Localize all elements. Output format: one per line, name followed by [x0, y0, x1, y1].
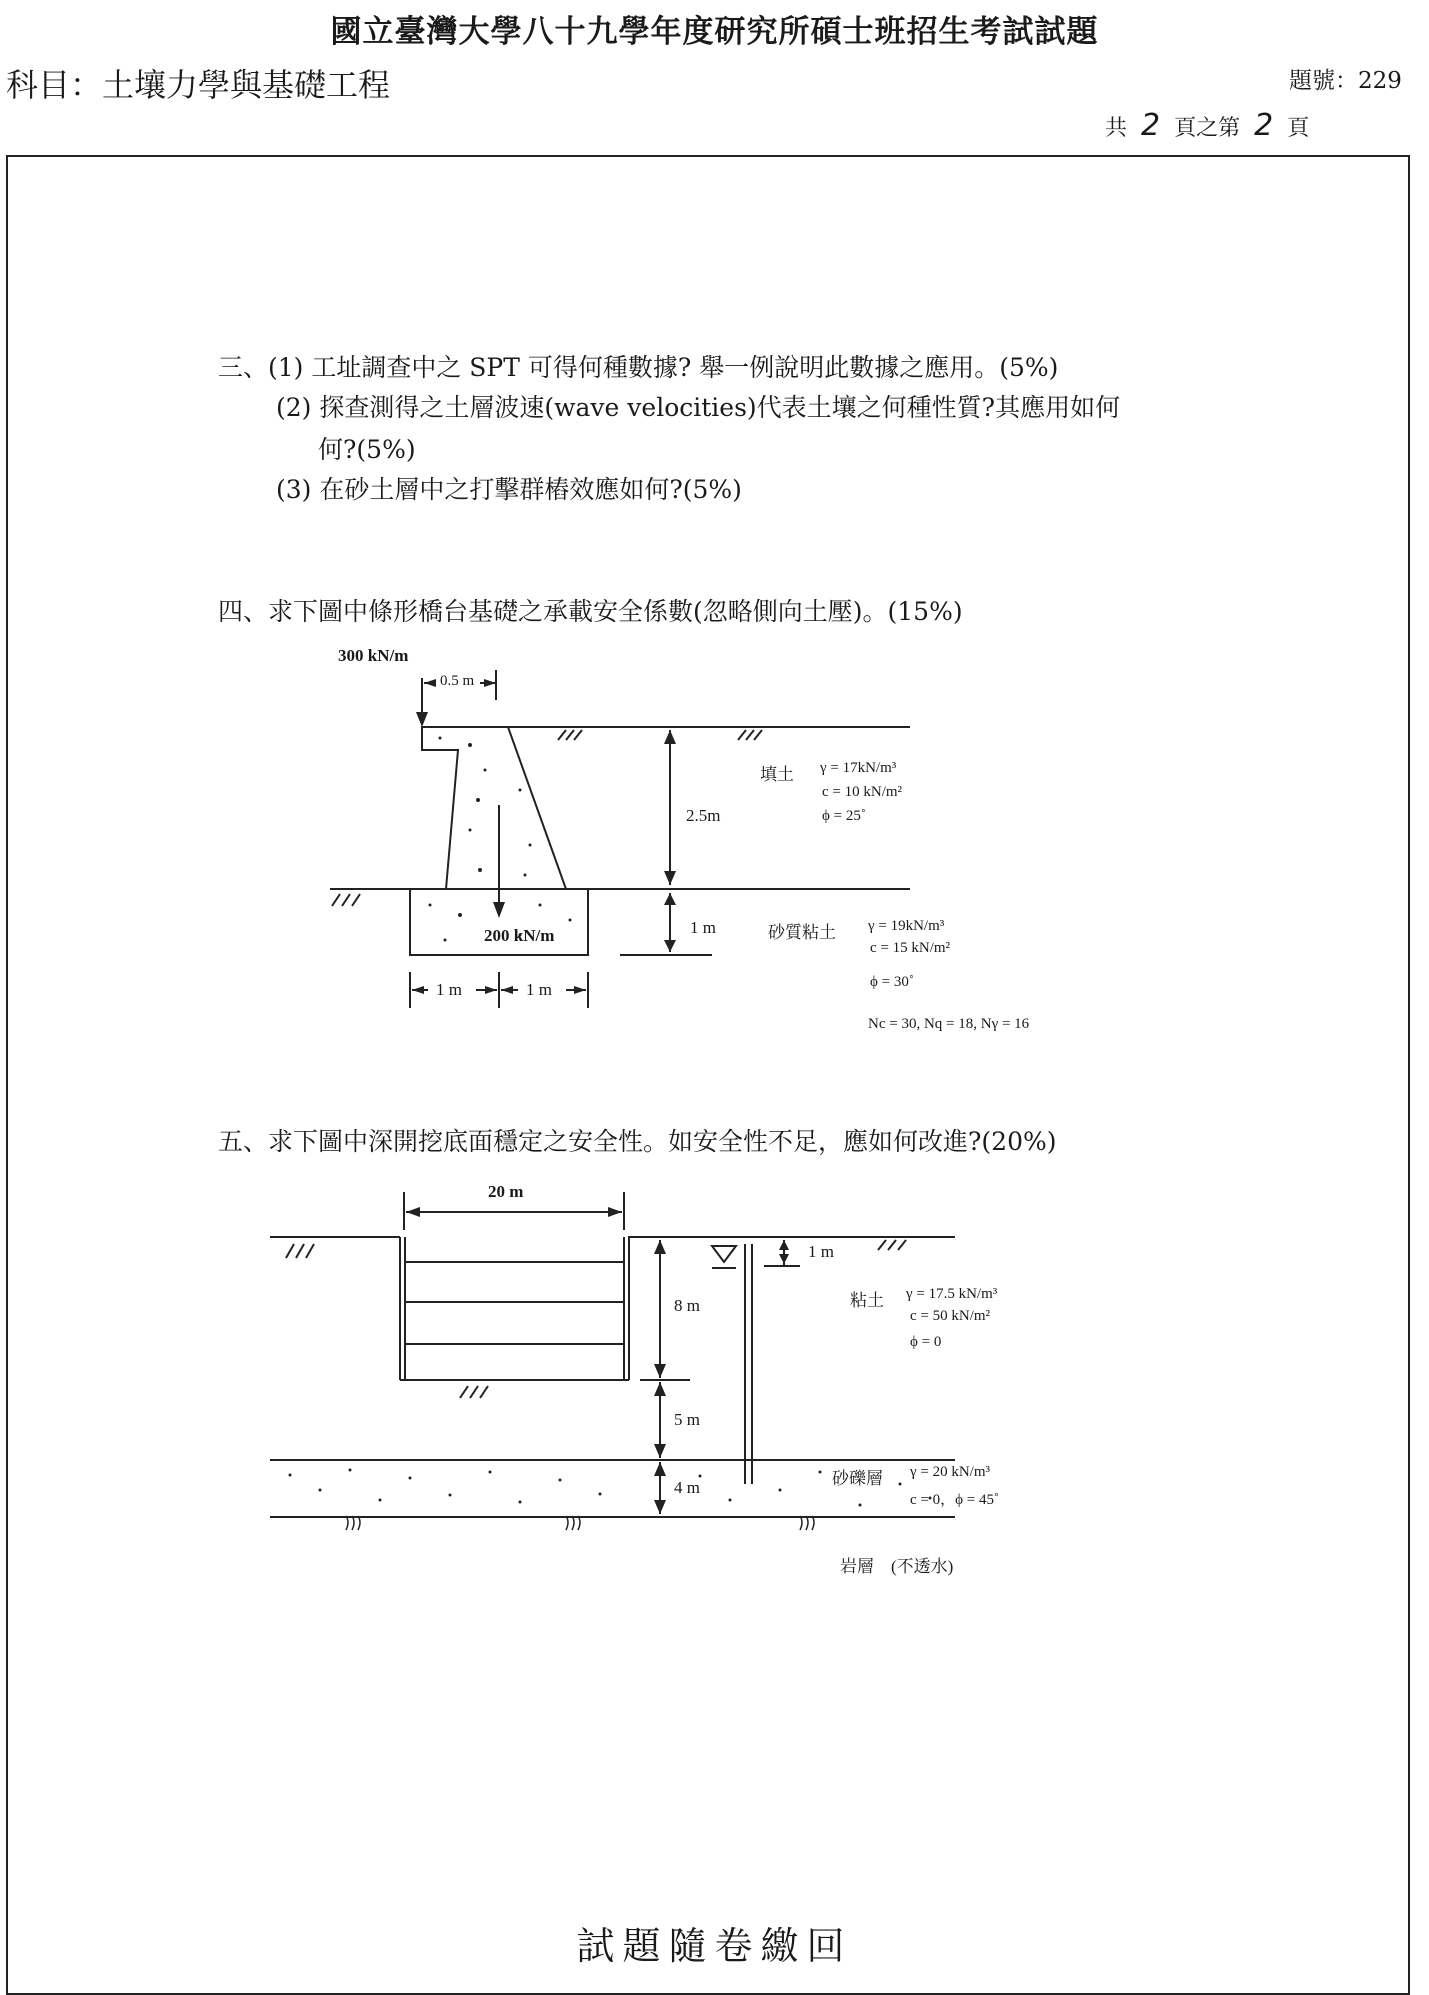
- width-right-label: 1 m: [526, 980, 552, 999]
- base-hatch: [460, 1386, 488, 1398]
- below-depth-label: 5 m: [674, 1410, 700, 1429]
- q5-text: 五、求下圖中深開挖底面穩定之安全性。如安全性不足，應如何改進?(20%): [218, 1127, 1057, 1156]
- page-middle: 頁之第: [1174, 116, 1241, 141]
- excavation-depth-label: 8 m: [674, 1296, 700, 1315]
- page-current: 2: [1254, 108, 1274, 143]
- gravel-c-phi: c = 0，ϕ = 45˚: [910, 1492, 999, 1508]
- gravel-name: 砂礫層: [832, 1469, 883, 1488]
- clay-gamma: γ = 17.5 kN/m³: [906, 1286, 998, 1302]
- fill-phi: ϕ = 25˚: [822, 808, 866, 824]
- excavation-width-label: 20 m: [488, 1182, 524, 1201]
- water-depth-label: 1 m: [808, 1242, 834, 1261]
- rock-label: 岩層 (不透水): [840, 1557, 954, 1576]
- page-suffix: 頁: [1287, 116, 1310, 141]
- question-number: 題號：229: [1289, 68, 1402, 94]
- rock-symbols: [346, 1516, 814, 1530]
- exam-title: 國立臺灣大學八十九學年度研究所碩士班招生考試試題: [330, 14, 1099, 50]
- sandy-clay-gamma: γ = 19kN/m³: [868, 918, 945, 934]
- sandy-clay-name: 砂質粘土: [768, 923, 836, 942]
- page-prefix: 共: [1105, 116, 1128, 141]
- fill-gamma: γ = 17kN/m³: [820, 760, 897, 776]
- fill-name: 填土: [760, 765, 794, 784]
- sandy-clay-c: c = 15 kN/m²: [870, 940, 951, 956]
- clay-phi: ϕ = 0: [910, 1334, 942, 1350]
- footer-note: 試題隨卷繳回: [576, 1924, 853, 1968]
- q4-text: 四、求下圖中條形橋台基礎之承載安全係數(忽略側向土壓)。(15%): [218, 597, 963, 626]
- q3-line-4: (3) 在砂土層中之打擊群樁效應如何?(5%): [276, 475, 742, 504]
- bearing-factors: Nc = 30, Nq = 18, Nγ = 16: [868, 1016, 1030, 1032]
- q3-line-2: (2) 探查測得之土層波速(wave velocities)代表土壤之何種性質?其應用如何: [276, 393, 1121, 422]
- offset-label: 0.5 m: [440, 673, 475, 689]
- clay-c: c = 50 kN/m²: [910, 1308, 991, 1324]
- subject-line: 科目：土壤力學與基礎工程: [6, 66, 391, 104]
- depth-upper-label: 2.5m: [686, 806, 721, 825]
- fill-c: c = 10 kN/m²: [822, 784, 903, 800]
- sandy-clay-phi: ϕ = 30˚: [870, 974, 914, 990]
- ground-hatch-left: [286, 1244, 314, 1258]
- gravel-gamma: γ = 20 kN/m³: [910, 1464, 991, 1480]
- depth-lower-label: 1 m: [690, 918, 716, 937]
- q3-line-1: 三、(1) 工址調查中之 SPT 可得何種數據? 舉一例說明此數據之應用。(5%): [218, 353, 1059, 382]
- water-table-symbol: [712, 1246, 736, 1262]
- q3-line-3: 何?(5%): [318, 435, 416, 464]
- load-mid-label: 200 kN/m: [484, 926, 555, 945]
- page-total: 2: [1141, 108, 1161, 143]
- gravel-depth-label: 4 m: [674, 1478, 700, 1497]
- clay-name: 粘土: [850, 1291, 884, 1310]
- width-left-label: 1 m: [436, 980, 462, 999]
- load-top-label: 300 kN/m: [338, 646, 409, 665]
- ground-hatch-right: [878, 1240, 906, 1250]
